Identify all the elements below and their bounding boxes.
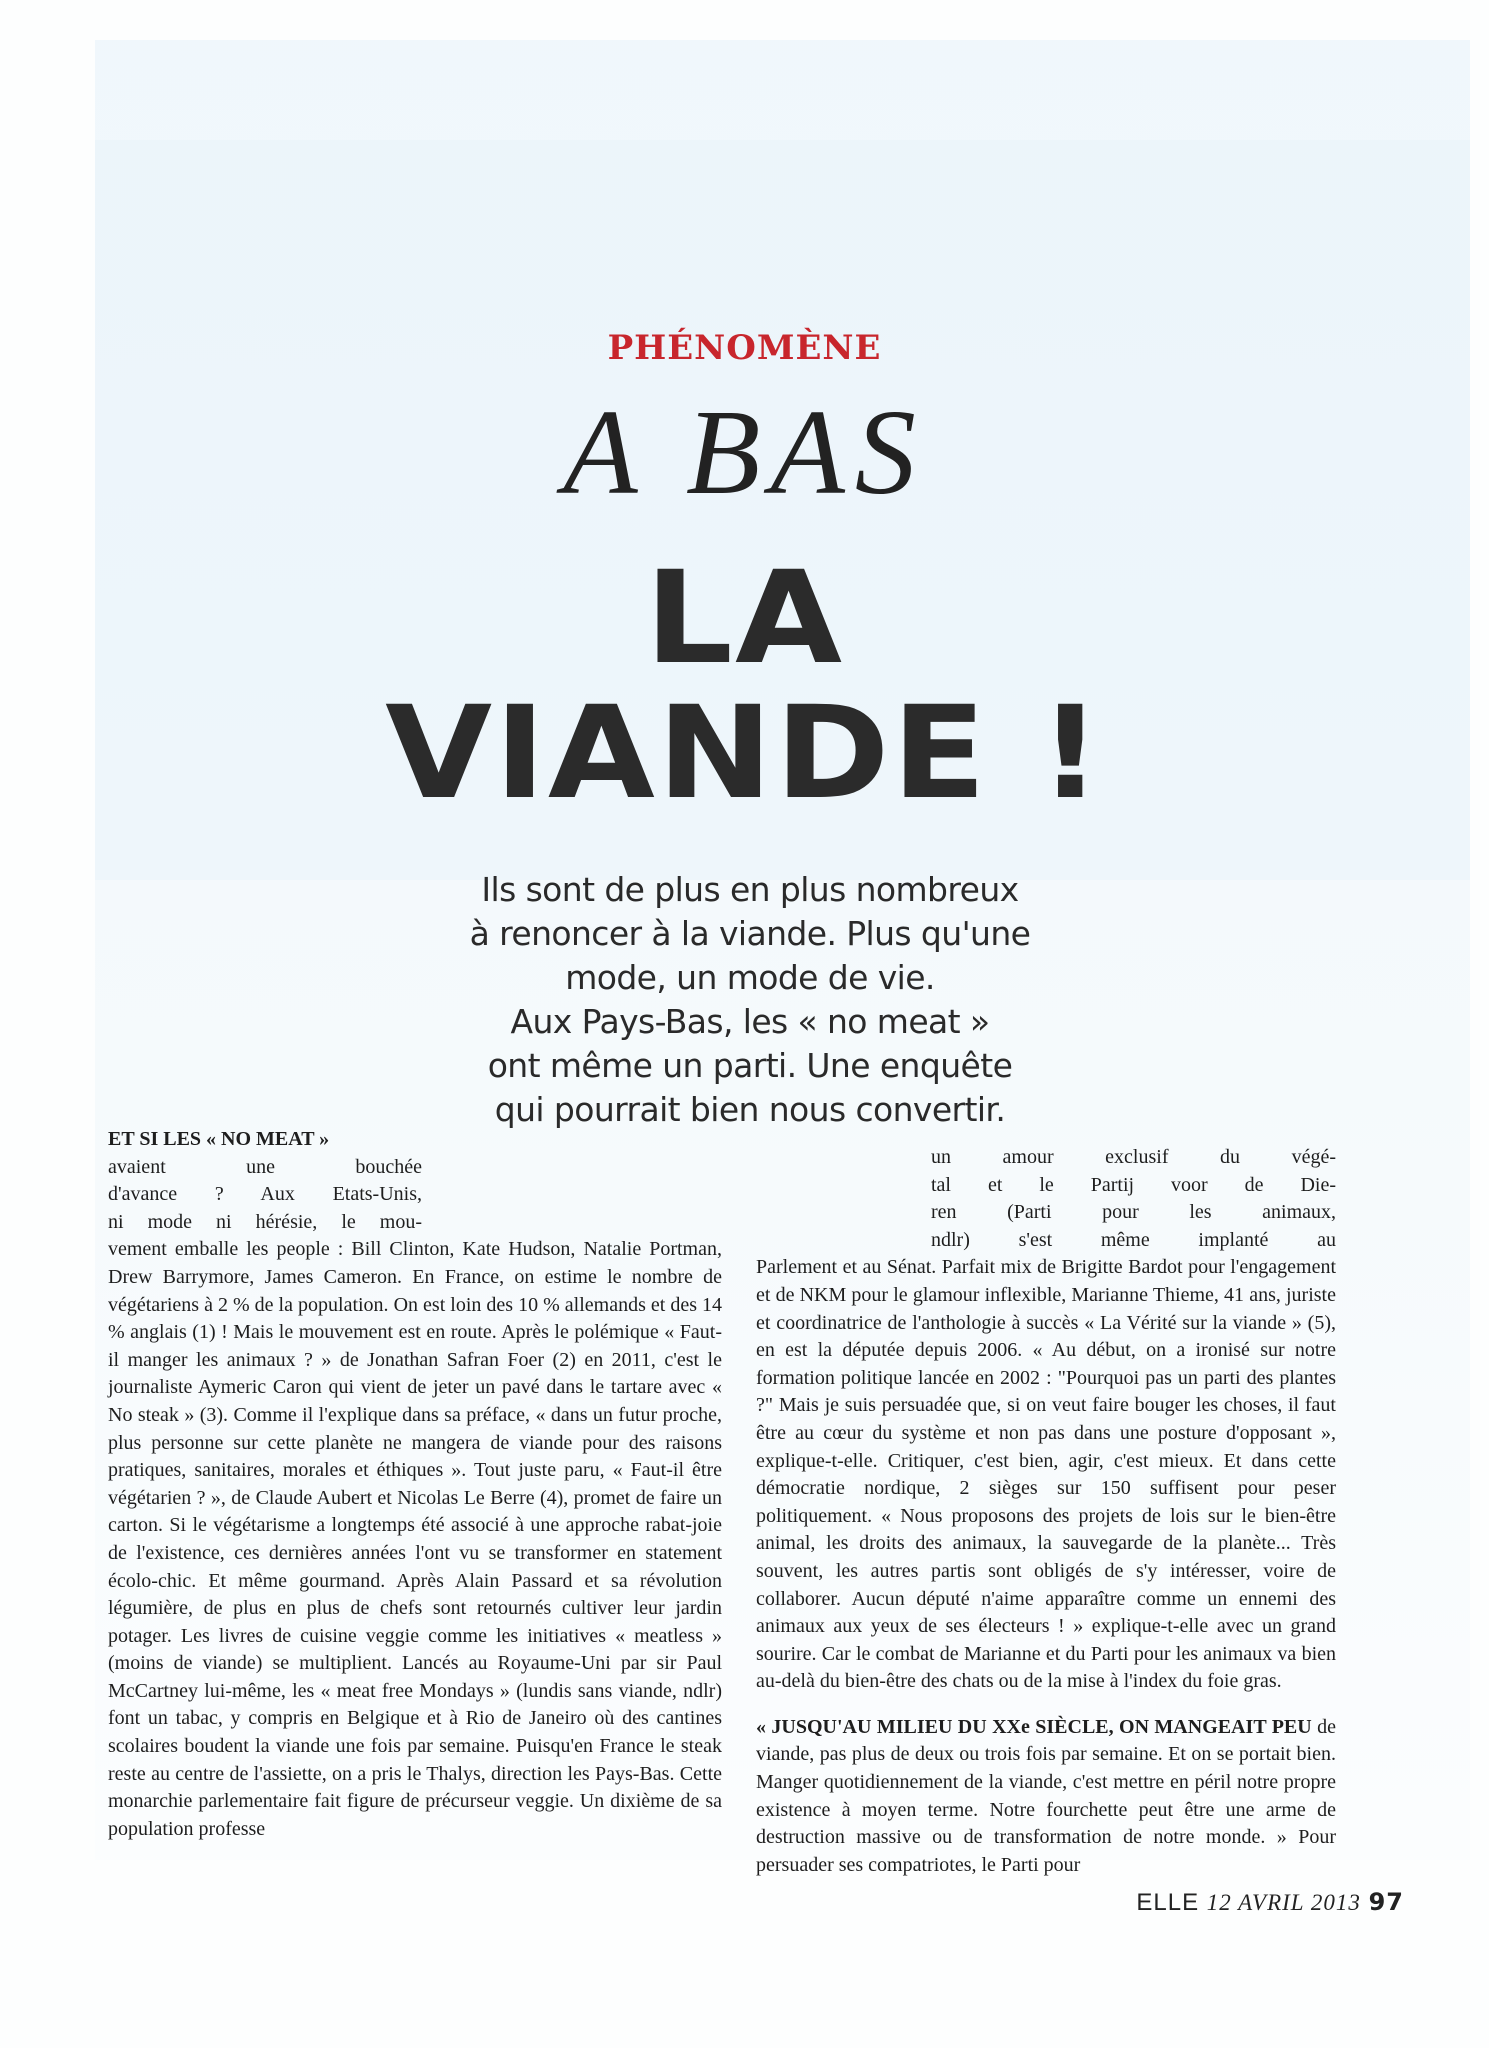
body-paragraph-2 bbox=[756, 1714, 1336, 1880]
standfirst-line: mode, un mode de vie. bbox=[565, 958, 935, 997]
article-column-1 bbox=[108, 1126, 722, 1843]
body-line: tal et le Partij voor de Die- bbox=[931, 1173, 1336, 1196]
body-line: ren (Parti pour les animaux, bbox=[931, 1201, 1336, 1224]
standfirst-line: à renoncer à la viande. Plus qu'une bbox=[469, 914, 1031, 953]
headline-line-2: LA bbox=[644, 544, 845, 693]
headline-line-1: A BAS bbox=[563, 385, 926, 520]
standfirst-line: Ils sont de plus en plus nombreux bbox=[481, 870, 1019, 909]
body-line: d'avance ? Aux Etats-Unis, bbox=[108, 1183, 422, 1206]
standfirst-line: ont même un parti. Une enquête bbox=[487, 1046, 1013, 1085]
body-line: un amour exclusif du végé- bbox=[931, 1146, 1336, 1168]
headline-line-3: VIANDE ! bbox=[385, 679, 1104, 828]
column-2-opening bbox=[931, 1144, 1336, 1254]
magazine-name: ELLE bbox=[1136, 1889, 1200, 1916]
lead-in-2: « JUSQU'AU MILIEU DU XXe SIÈCLE, ON MANGEAIT PEU bbox=[756, 1715, 1312, 1738]
article-column-2 bbox=[756, 1144, 1336, 1879]
issue-date: 12 AVRIL 2013 bbox=[1206, 1890, 1361, 1915]
standfirst bbox=[400, 868, 1100, 1132]
body-line: ndlr) s'est même implanté au bbox=[931, 1228, 1336, 1251]
page-number: 97 bbox=[1368, 1888, 1404, 1916]
standfirst-line: Aux Pays-Bas, les « no meat » bbox=[510, 1002, 990, 1041]
body-line: ni mode ni hérésie, le mou- bbox=[108, 1210, 422, 1233]
section-kicker: PHÉNOMÈNE bbox=[607, 328, 882, 368]
standfirst-line: qui pourrait bien nous convertir. bbox=[494, 1090, 1006, 1129]
body-text: de viande, pas plus de deux ou trois fois par semaine. Et on se portait bien. Manger quotidiennement de la viande, c'est mettre en péril notre propre existence à moyen terme. Notre fourchette peut être une arme de destruction massive ou de transformation de notre monde. » Pour persuader ses compatriotes, le Parti pour bbox=[756, 1715, 1336, 1876]
page-footer bbox=[1136, 1888, 1404, 1917]
body-line: avaient une bouchée bbox=[108, 1155, 422, 1178]
lead-in: ET SI LES « NO MEAT » bbox=[108, 1128, 330, 1150]
body-paragraph: Parlement et au Sénat. Parfait mix de Brigitte Bardot pour l'engagement et de NKM pour le glamour inflexible, Marianne Thieme, 41 ans, juriste et coordinatrice de l'anthologie à succès « La Vérité sur la viande » (5), en est la députée depuis 2006. « Au début, on a ironisé sur notre formation politique lancée en 2002 : "Pourquoi pas un parti des plantes ?" Mais je suis persuadée que, si on veut faire bouger les choses, il faut être au cœur du système et non pas dans une posture d'opposant », explique-t-elle. Critiquer, c'est bien, agir, c'est mieux. Et dans cette démocratie nordique, 2 sièges sur 150 suffisent pour peser politiquement. « Nous proposons des projets de lois sur le bien-être animal, les droits des animaux, la sauvegarde de la planète... Très souvent, les autres partis sont obligés de s'y intéresser, voire de collaborer. Aucun député n'aime apparaître comme un ennemi des animaux aux yeux de ses électeurs ! » explique-t-elle avec un grand sourire. Car le combat de Marianne et du Parti pour les animaux va bien au-delà du bien-être des chats ou de la mise à l'index du foie gras. bbox=[756, 1256, 1336, 1693]
body-paragraph: vement emballe les people : Bill Clinton, Kate Hudson, Natalie Portman, Drew Barrymore, James Cameron. En France, on estime le nombre de végétariens à 2 % de la population. On est loin des 10 % allemands et des 14 % anglais (1) ! Mais le mouvement est en route. Après le polémique « Faut-il manger les animaux ? » de Jonathan Safran Foer (2) en 2011, c'est le journaliste Aymeric Caron qui vient de jeter un pavé dans le tartare avec « No steak » (3). Comme il l'explique dans sa préface, « dans un futur proche, plus personne sur cette planète ne mangera de viande pour des raisons pratiques, sanitaires, morales et éthiques ». Tout juste paru, « Faut-il être végétarien ? », de Claude Aubert et Nicolas Le Berre (4), promet de faire un carton. Si le végétarisme a longtemps été associé à une approche rabat-joie de l'existence, ces dernières années l'ont vu se transformer en statement écolo-chic. Et même gourmand. Après Alain Passard et sa révolution légumière, de plus en plus de chefs sont retournés cultiver leur jardin potager. Les livres de cuisine veggie comme les initiatives « meatless » (moins de viande) se multiplient. Lancés au Royaume-Uni par sir Paul McCartney lui-même, les « meat free Mondays » (lundis sans viande, ndlr) font un tabac, y compris en Belgique et à Rio de Janeiro où des cantines scolaires boudent la viande une fois par semaine. Puisqu'en France le steak reste au centre de l'assiette, on a pris le Thalys, direction les Pays-Bas. Cette monarchie parlementaire fait figure de précurseur veggie. Un dixième de sa population professe bbox=[108, 1238, 722, 1840]
column-1-opening bbox=[108, 1126, 422, 1236]
